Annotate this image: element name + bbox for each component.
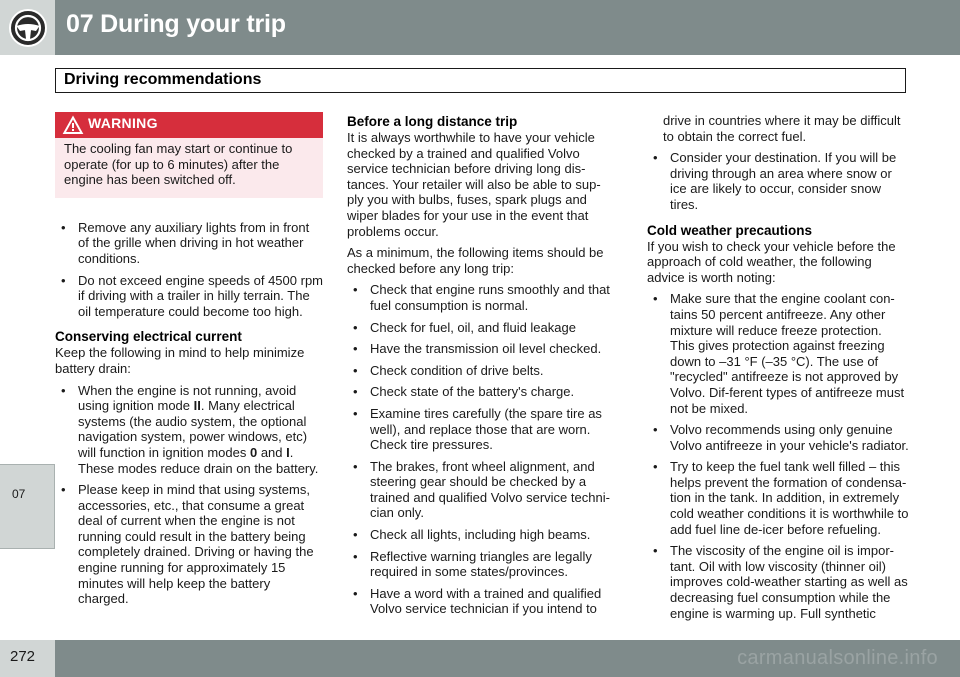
chapter-title: 07 During your trip bbox=[66, 10, 286, 38]
list-item: • When the engine is not running, avoid using ignition mode II. Many electrical systems (the audio system, the optional navigation system, power windows, etc) will function in ignition modes 0 and I. These modes reduce drain on the battery. bbox=[61, 382, 319, 476]
section-title-box bbox=[55, 68, 906, 93]
watermark: carmanualsonline.info bbox=[737, 647, 938, 669]
bullet-dot: • bbox=[353, 341, 358, 357]
bullet-dot: • bbox=[653, 291, 658, 307]
section-title: Driving recommendations bbox=[64, 71, 262, 88]
warning-triangle-icon bbox=[62, 115, 84, 135]
hot-weather-list bbox=[55, 220, 323, 320]
list-item: • Reflective warning triangles are legally required in some states/provinces. bbox=[353, 548, 592, 580]
list-item: • Try to keep the fuel tank well filled – this helps prevent the formation of condensa-tion in the tank. In addition, in extremely cold weather conditions it is worthwhile to add fuel line de-icer before refueling. bbox=[653, 459, 909, 537]
list-item: • Do not exceed engine speeds of 4500 rpm if driving with a trailer in hilly terrain. The oil temperature could become too high. bbox=[61, 272, 324, 319]
bullet-dot: • bbox=[653, 150, 658, 166]
bullet-dot: • bbox=[353, 585, 358, 601]
warning-title: WARNING bbox=[88, 115, 158, 131]
paragraph: It is always worthwhile to have your vehicle checked by a trained and qualified Volvo service technician before driving long dis-tances. Your retailer will also be able to sup-ply you with bulbs, fuses, spark plugs and wiper blades for your use in the event that problems occur. bbox=[347, 130, 601, 239]
list-item: • Volvo recommends using only genuine Volvo antifreeze in your vehicle's radiator. bbox=[653, 422, 909, 453]
bullet-dot: • bbox=[61, 482, 66, 498]
chapter-header bbox=[0, 0, 960, 55]
column-1 bbox=[55, 112, 323, 613]
list-item: • Please keep in mind that using systems, accessories, etc., that consume a great deal of current when the engine is not running could result in the battery being completely drained. Driving or having the engine running for approximately 15 minutes will help keep the battery charged. bbox=[61, 482, 314, 607]
page-number-box bbox=[0, 640, 55, 677]
bullet-dot: • bbox=[353, 527, 358, 543]
column-3 bbox=[647, 113, 909, 627]
bullet-dot: • bbox=[353, 319, 358, 335]
bullet-dot: • bbox=[653, 422, 658, 438]
chapter-side-tab bbox=[0, 464, 55, 549]
electrical-list bbox=[55, 383, 323, 607]
bullet-dot: • bbox=[353, 405, 358, 421]
section-heading: Cold weather precautions bbox=[647, 222, 813, 238]
warning-box bbox=[55, 112, 323, 198]
paragraph-continuation: drive in countries where it may be difficult to obtain the correct fuel. bbox=[663, 113, 901, 144]
list-item: • Remove any auxiliary lights from in front of the grille when driving in hot weather conditions. bbox=[61, 219, 310, 266]
destination-list bbox=[647, 150, 909, 212]
paragraph: As a minimum, the following items should be checked before any long trip: bbox=[347, 245, 604, 276]
warning-text: The cooling fan may start or continue to operate (for up to 6 minutes) after the engine has been switched off. bbox=[55, 138, 323, 198]
list-item: • Have a word with a trained and qualified Volvo service technician if you intend to bbox=[353, 585, 602, 617]
list-item: • Examine tires carefully (the spare tire as well), and replace those that are worn. Check tire pressures. bbox=[353, 405, 602, 453]
cold-weather-list bbox=[647, 291, 909, 621]
bullet-dot: • bbox=[61, 382, 66, 398]
bullet-dot: • bbox=[653, 459, 658, 475]
page-footer bbox=[0, 640, 960, 677]
list-item: • Check for fuel, oil, and fluid leakage bbox=[353, 319, 576, 335]
paragraph: Keep the following in mind to help minimize battery drain: bbox=[55, 345, 305, 376]
chapter-tab-number: 07 bbox=[12, 487, 26, 501]
warning-header bbox=[55, 112, 323, 138]
list-item: • Check state of the battery's charge. bbox=[353, 384, 575, 400]
column-2 bbox=[347, 112, 617, 623]
logo-box bbox=[0, 0, 55, 55]
bullet-dot: • bbox=[353, 384, 358, 400]
list-item: • Make sure that the engine coolant con-tains 50 percent antifreeze. Any other mixture will reduce freeze protection. This gives protection against freezing down to –31 °F (–35 °C). The use of "recycled" antifreeze is not approved by Volvo. Dif-ferent types of antifreeze must not be mixed. bbox=[653, 291, 905, 416]
list-item: • Check that engine runs smoothly and that fuel consumption is normal. bbox=[353, 282, 610, 313]
section-heading: Conserving electrical current bbox=[55, 329, 242, 345]
steering-wheel-icon bbox=[8, 8, 48, 48]
bullet-dot: • bbox=[61, 219, 66, 235]
bullet-dot: • bbox=[353, 548, 358, 564]
list-item: • Have the transmission oil level checked. bbox=[353, 341, 602, 357]
bullet-dot: • bbox=[653, 543, 658, 559]
list-item: • The viscosity of the engine oil is impor-tant. Oil with low viscosity (thinner oil) improves cold-weather starting as well as decreasing fuel consumption while the engine is warming up. Full synthetic bbox=[653, 543, 908, 621]
bullet-dot: • bbox=[353, 282, 358, 298]
bullet-dot: • bbox=[353, 458, 358, 474]
paragraph: If you wish to check your vehicle before the approach of cold weather, the following advice is worth noting: bbox=[647, 238, 896, 285]
list-item: • Check all lights, including high beams. bbox=[353, 527, 591, 543]
page-number: 272 bbox=[10, 648, 36, 665]
section-heading: Before a long distance trip bbox=[347, 114, 518, 129]
list-item: • The brakes, front wheel alignment, and steering gear should be checked by a trained and qualified Volvo service techni-cian only. bbox=[353, 458, 610, 521]
bullet-dot: • bbox=[61, 272, 66, 288]
long-trip-list bbox=[347, 282, 617, 617]
list-item: • Check condition of drive belts. bbox=[353, 362, 544, 378]
list-item: • Consider your destination. If you will be driving through an area where snow or ice are likely to occur, consider snow tires. bbox=[653, 150, 897, 212]
bullet-dot: • bbox=[353, 362, 358, 378]
